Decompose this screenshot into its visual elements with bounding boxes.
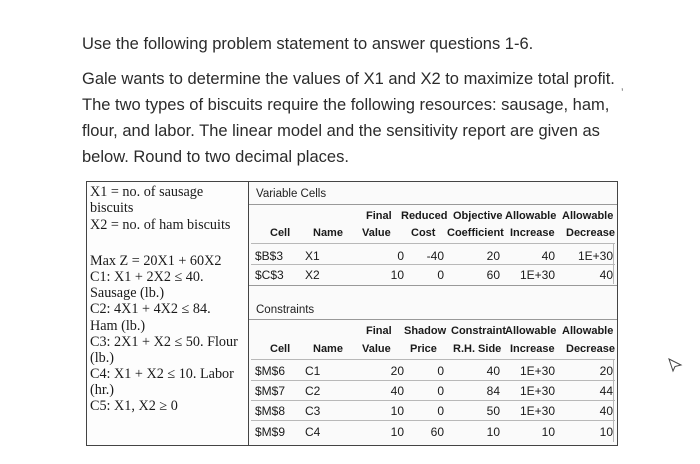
model-line: Ham (lb.) <box>90 318 146 334</box>
con-increase: 1E+30 <box>519 404 555 418</box>
header-final: Final <box>366 325 392 337</box>
model-line: X1 = no. of sausage <box>90 184 204 200</box>
header-rule <box>251 359 615 360</box>
con-rhs: 10 <box>486 425 500 439</box>
con-value: 20 <box>390 364 404 378</box>
question-instruction: Use the following problem statement to answer questions 1-6. <box>82 35 534 53</box>
header-rh-side: R.H. Side <box>453 343 502 355</box>
column-rule <box>613 244 614 284</box>
row-rule <box>251 420 615 421</box>
con-name: C2 <box>305 384 321 398</box>
con-increase: 1E+30 <box>519 364 555 378</box>
header-cell: Cell <box>270 343 291 355</box>
header-allowable: Allowable <box>562 325 614 337</box>
con-rhs: 50 <box>486 404 500 418</box>
statement-line-1: Gale wants to determine the values of X1 and X2 to maximize total profit. <box>82 70 615 88</box>
con-value: 10 <box>390 425 404 439</box>
variable-cells-title: Variable Cells <box>256 188 327 200</box>
con-value: 10 <box>390 404 404 418</box>
mouse-cursor-icon <box>667 357 683 373</box>
header-cell: Cell <box>270 227 291 239</box>
con-name: C4 <box>305 425 321 439</box>
model-line: (lb.) <box>90 350 115 366</box>
row-rule <box>251 380 615 381</box>
con-cell: $M$9 <box>255 425 286 439</box>
stray-mark: ʼ <box>621 86 624 100</box>
var-name: X1 <box>305 249 320 263</box>
header-name: Name <box>313 343 343 355</box>
model-formulation <box>86 181 249 446</box>
con-price: 0 <box>437 384 444 398</box>
con-price: 60 <box>430 425 444 439</box>
header-coefficient: Coefficient <box>447 227 504 239</box>
model-line: (hr.) <box>90 382 115 398</box>
con-cell: $M$7 <box>255 384 286 398</box>
row-rule <box>251 264 615 265</box>
header-increase: Increase <box>510 227 555 239</box>
con-name: C3 <box>305 404 321 418</box>
header-constraint: Constraint <box>451 325 506 337</box>
model-line: biscuits <box>90 200 134 216</box>
problem-statement <box>82 66 642 170</box>
header-decrease: Decrease <box>566 227 615 239</box>
sensitivity-report <box>248 181 618 446</box>
var-value: 10 <box>390 268 404 282</box>
model-line: Max Z = 20X1 + 60X2 <box>90 253 222 269</box>
model-line: Sausage (lb.) <box>90 285 165 301</box>
con-increase: 1E+30 <box>519 384 555 398</box>
var-cost: 0 <box>437 268 444 282</box>
row-rule <box>251 400 615 401</box>
header-allowable: Allowable <box>505 210 557 222</box>
con-increase: 10 <box>541 425 555 439</box>
header-objective: Objective <box>453 210 503 222</box>
header-price: Price <box>410 343 437 355</box>
model-line: C3: 2X1 + X2 ≤ 50. Flour <box>90 334 238 350</box>
var-cell: $B$3 <box>255 249 284 263</box>
var-name: X2 <box>305 268 320 282</box>
var-cell: $C$3 <box>255 268 284 282</box>
var-increase: 1E+30 <box>519 268 555 282</box>
model-line: C1: X1 + 2X2 ≤ 40. <box>90 269 204 285</box>
header-rule <box>251 243 615 244</box>
con-rhs: 84 <box>486 384 500 398</box>
header-allowable: Allowable <box>505 325 557 337</box>
header-allowable: Allowable <box>562 210 614 222</box>
var-value: 0 <box>397 249 404 263</box>
var-decrease: 40 <box>599 268 613 282</box>
statement-line-3: flour, and labor. The linear model and the sensitivity report are given as <box>82 122 600 140</box>
con-price: 0 <box>437 364 444 378</box>
statement-line-2: The two types of biscuits require the following resources: sausage, ham, <box>82 96 610 114</box>
header-decrease: Decrease <box>566 343 615 355</box>
header-cost: Cost <box>411 227 436 239</box>
con-decrease: 10 <box>599 425 613 439</box>
con-cell: $M$8 <box>255 404 286 418</box>
column-rule <box>613 360 614 442</box>
var-increase: 40 <box>541 249 555 263</box>
header-shadow: Shadow <box>404 325 447 337</box>
model-line: C4: X1 + X2 ≤ 10. Labor <box>90 366 234 382</box>
con-decrease: 40 <box>599 404 613 418</box>
var-coefficient: 60 <box>486 268 500 282</box>
con-rhs: 40 <box>486 364 500 378</box>
model-line: C2: 4X1 + 4X2 ≤ 84. <box>90 301 211 317</box>
con-decrease: 44 <box>599 384 613 398</box>
model-line: X2 = no. of ham biscuits <box>90 217 231 233</box>
constraints-title: Constraints <box>256 304 315 316</box>
header-final: Final <box>366 210 392 222</box>
con-value: 40 <box>390 384 404 398</box>
header-value: Value <box>362 227 391 239</box>
section-divider <box>249 319 617 320</box>
header-increase: Increase <box>510 343 555 355</box>
statement-line-4: below. Round to two decimal places. <box>82 148 349 166</box>
header-name: Name <box>313 227 343 239</box>
con-cell: $M$6 <box>255 364 286 378</box>
var-decrease: 1E+30 <box>577 249 613 263</box>
section-divider <box>249 204 617 205</box>
con-price: 0 <box>437 404 444 418</box>
var-coefficient: 20 <box>486 249 500 263</box>
model-line: C5: X1, X2 ≥ 0 <box>90 398 178 414</box>
header-reduced: Reduced <box>401 210 448 222</box>
var-cost: -40 <box>426 249 444 263</box>
header-value: Value <box>362 343 391 355</box>
section-divider <box>249 285 617 286</box>
con-name: C1 <box>305 364 321 378</box>
con-decrease: 20 <box>599 364 613 378</box>
